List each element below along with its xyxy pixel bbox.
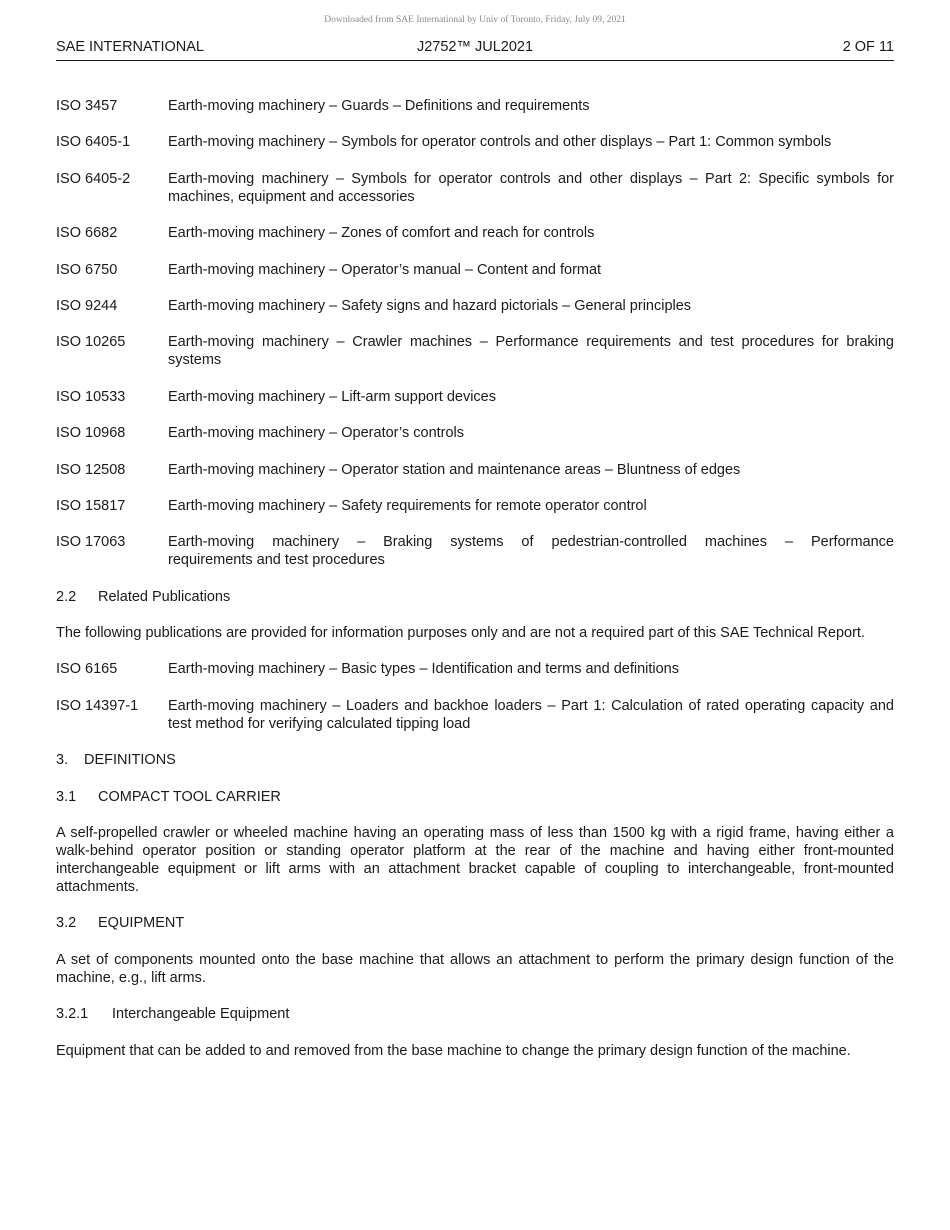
section-heading <box>56 788 894 806</box>
reference-item <box>56 97 894 115</box>
section-number: 3.2.1 <box>56 1006 89 1023</box>
reference-title: Earth-moving machinery – Operator station and maintenance areas – Bluntness of edges <box>168 461 741 478</box>
reference-code: ISO 6405-1 <box>56 134 131 151</box>
section-title: Interchangeable Equipment <box>112 1006 290 1023</box>
section-heading <box>56 588 894 606</box>
reference-code: ISO 10265 <box>56 334 126 351</box>
reference-item <box>56 297 894 315</box>
reference-code: ISO 3457 <box>56 98 118 114</box>
reference-code: ISO 15817 <box>56 497 126 514</box>
related-item <box>56 660 894 678</box>
header-publisher: SAE INTERNATIONAL <box>56 39 204 55</box>
reference-title: Earth-moving machinery – Symbols for operator controls and other displays – Part 2: Specific symbols for machines, equipment and accessories <box>168 170 894 205</box>
reference-code: ISO 10968 <box>56 425 126 442</box>
document-body <box>56 97 894 1078</box>
reference-item <box>56 224 894 242</box>
reference-item <box>56 133 894 151</box>
reference-code: ISO 14397-1 <box>56 697 139 714</box>
section-number: 3. <box>56 752 69 769</box>
reference-item <box>56 333 894 369</box>
header-page-number: 2 OF 11 <box>842 39 894 55</box>
reference-code: ISO 6165 <box>56 661 118 678</box>
reference-item <box>56 461 894 479</box>
section-title: COMPACT TOOL CARRIER <box>98 788 281 805</box>
reference-item <box>56 533 894 569</box>
reference-item <box>56 170 894 206</box>
header-document-id: J2752™ JUL2021 <box>416 39 534 55</box>
section-heading <box>56 914 894 932</box>
reference-code: ISO 10533 <box>56 388 126 405</box>
reference-code: ISO 6682 <box>56 225 118 242</box>
reference-code: ISO 17063 <box>56 534 126 551</box>
page-header <box>56 38 894 61</box>
reference-title: Earth-moving machinery – Operator’s controls <box>168 425 465 442</box>
reference-item <box>56 388 894 406</box>
section-number: 3.2 <box>56 915 77 932</box>
reference-title-line: Earth-moving machinery – Braking systems of pedestrian-controlled machines – Performance <box>168 534 894 551</box>
section-paragraph: Equipment that can be added to and removed from the base machine to change the primary design function of the machine. <box>56 1042 851 1059</box>
reference-title: Earth-moving machinery – Safety signs and hazard pictorials – General principles <box>168 297 692 314</box>
section-heading <box>56 751 894 769</box>
reference-item <box>56 261 894 279</box>
section-title: Related Publications <box>98 588 231 605</box>
reference-title: Earth-moving machinery – Loaders and backhoe loaders – Part 1: Calculation of rated operating capacity and test method for verifying calculated tipping load <box>168 697 894 732</box>
related-item <box>56 697 894 733</box>
section-number: 2.2 <box>56 588 77 605</box>
reference-title: Earth-moving machinery – Operator’s manual – Content and format <box>168 261 602 278</box>
reference-title: Earth-moving machinery – Basic types – Identification and terms and definitions <box>168 661 679 678</box>
section-paragraph: The following publications are provided for information purposes only and are not a required part of this SAE Technical Report. <box>56 625 865 642</box>
section-title: DEFINITIONS <box>84 752 176 769</box>
section-paragraph: A self-propelled crawler or wheeled machine having an operating mass of less than 1500 kg with a rigid frame, having either a walk-behind operator position or standing operator platform at the rear of the machine and having either front-mounted interchangeable equipment or lift arms with an attachment bracket capable of coupling to interchangeable, front-mounted attachments. <box>56 825 894 896</box>
download-watermark: Downloaded from SAE International by Univ of Toronto, Friday, July 09, 2021 <box>324 15 626 25</box>
reference-item <box>56 424 894 442</box>
reference-title: Earth-moving machinery – Zones of comfort and reach for controls <box>168 225 595 242</box>
section-title: EQUIPMENT <box>98 915 185 932</box>
section-heading <box>56 1005 894 1023</box>
reference-item <box>56 497 894 515</box>
reference-title: Earth-moving machinery – Symbols for operator controls and other displays – Part 1: Common symbols <box>168 134 832 151</box>
reference-title: Earth-moving machinery – Safety requirements for remote operator control <box>168 497 647 514</box>
reference-title: Earth-moving machinery – Lift-arm support devices <box>168 388 496 405</box>
section-number: 3.1 <box>56 788 77 805</box>
reference-title-line: requirements and test procedures <box>168 552 385 569</box>
reference-title: Earth-moving machinery – Crawler machines – Performance requirements and test procedures for braking systems <box>168 334 894 369</box>
reference-title <box>168 533 894 569</box>
reference-code: ISO 6405-2 <box>56 170 131 187</box>
section-paragraph: A set of components mounted onto the base machine that allows an attachment to perform the primary design function of the machine, e.g., lift arms. <box>56 951 894 986</box>
reference-code: ISO 9244 <box>56 297 118 314</box>
reference-code: ISO 12508 <box>56 461 126 478</box>
reference-code: ISO 6750 <box>56 261 118 278</box>
reference-title: Earth-moving machinery – Guards – Definitions and requirements <box>168 98 590 114</box>
